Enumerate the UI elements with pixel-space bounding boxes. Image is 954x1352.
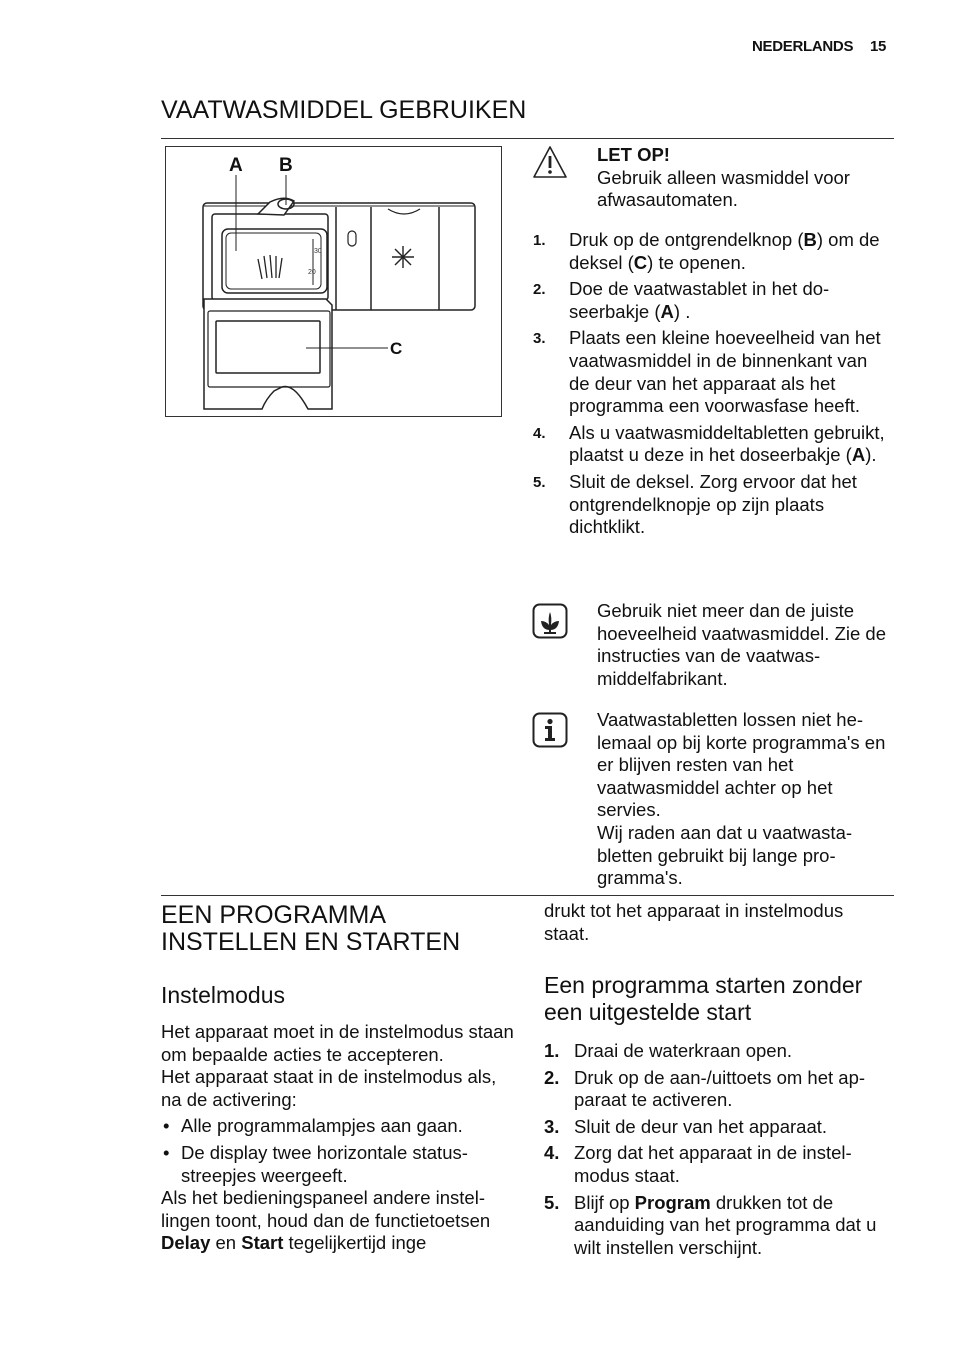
paragraph-continued: drukt tot het apparaat in instelmodus staat.: [544, 900, 844, 944]
scale-label-30: 30: [314, 248, 322, 255]
list-item: 5. Blijf op Program drukken tot de aanduiding van het programma dat u wilt instellen verschijnt.: [544, 1191, 877, 1258]
section-title-detergent: VAATWASMIDDEL GEBRUIKEN: [161, 96, 527, 124]
section-title-program: EEN PROGRAMMA INSTELLEN EN STARTEN: [161, 901, 461, 956]
info-note-text-1: Vaatwastabletten lossen niet helemaal op bij korte programma's en er blijven resten van het vaatwasmiddel achter op het servies.: [597, 709, 886, 821]
list-item: 4. Zorg dat het apparaat in de instelmodus staat.: [544, 1142, 852, 1186]
header-language: NEDERLANDS: [752, 38, 854, 55]
warning-block: [597, 144, 887, 212]
subtitle-start-without-delay: Een programma starten zonder een uitgestelde start: [544, 972, 863, 1025]
info-note: [597, 709, 887, 890]
warning-text: Gebruik alleen wasmiddel voor afwasautomaten.: [597, 166, 850, 211]
warning-title: LET OP!: [597, 144, 670, 165]
figure-label-a: A: [229, 155, 243, 176]
dispenser-illustration: [166, 147, 501, 416]
setting-mode-bullets: [161, 1115, 521, 1187]
section-divider-2: [161, 895, 894, 896]
paragraph: Het apparaat moet in de instelmodus staan om bepaalde acties te accepteren.: [161, 1021, 514, 1065]
list-item: 1. Draai de waterkraan open.: [544, 1040, 793, 1061]
list-item: 2. Doe de vaatwastablet in het doseerbakje (A) .: [533, 278, 830, 322]
list-item: 1. Druk op de ontgrendelknop (B) om de deksel (C) te openen.: [533, 229, 880, 273]
list-item: • Alle programmalampjes aan gaan.: [161, 1115, 521, 1138]
list-item: 5. Sluit de deksel. Zorg ervoor dat het ontgrendelknopje op zijn plaats dichtklikt.: [533, 470, 857, 538]
start-steps-list: [544, 1040, 894, 1263]
subtitle-setting-mode: Instelmodus: [161, 982, 286, 1008]
dispenser-figure: [165, 146, 502, 417]
figure-label-c: C: [390, 339, 403, 358]
environment-icon: [532, 603, 566, 637]
detergent-steps-list: [533, 229, 885, 543]
eco-note: Gebruik niet meer dan de juiste hoeveelheid vaatwasmiddel. Zie de instructies van de vaatwasmiddelfabrikant.: [597, 600, 886, 689]
list-item: 2. Druk op de aan-/uittoets om het apparaat te activeren.: [544, 1066, 866, 1111]
setting-mode-text: [161, 1021, 521, 1255]
list-item: 4. Als u vaatwasmiddeltabletten gebruikt, plaatst u deze in het doseerbakje (A).: [533, 421, 885, 466]
warning-icon: [532, 145, 566, 179]
scale-label-20: 20: [308, 269, 316, 276]
list-item: • De display twee horizontale statusstreepjes weergeeft.: [161, 1142, 521, 1187]
paragraph: Als het bedieningspaneel andere instellingen toont, houd dan de functietoetsen Delay en Start tegelijkertijd inge: [161, 1187, 491, 1254]
info-note-text-2: Wij raden aan dat u vaatwastabletten gebruikt bij lange programma's.: [597, 821, 853, 889]
page-number: 15: [870, 38, 887, 55]
section-divider: [161, 138, 894, 139]
list-item: 3. Sluit de deur van het apparaat.: [544, 1115, 828, 1137]
figure-label-b: B: [279, 155, 293, 176]
list-item: 3. Plaats een kleine hoeveelheid van het vaatwasmiddel in de binnenkant van de deur van het apparaat als het programma een voorwasfase heeft.: [533, 327, 881, 417]
info-icon: [532, 712, 566, 746]
paragraph: Het apparaat staat in de instelmodus als, na de activering:: [161, 1066, 497, 1110]
